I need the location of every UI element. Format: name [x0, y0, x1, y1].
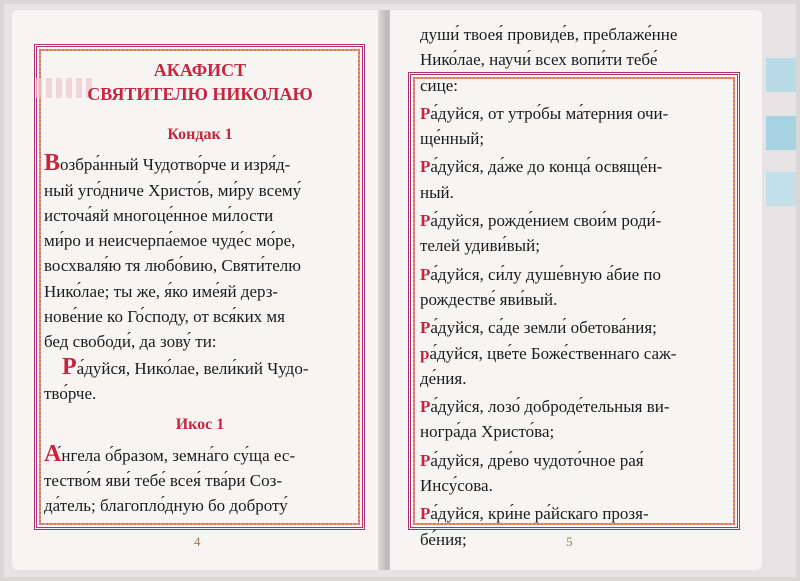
- right-page: [390, 10, 762, 570]
- drop-cap: Р: [62, 353, 77, 380]
- rejoice-item: Ра́дуйся, да́же до конца́ освяще́н- ный.: [420, 157, 663, 202]
- color-tab: [766, 116, 796, 150]
- drop-cap: Р: [420, 397, 431, 417]
- rejoice-item: Ра́дуйся, лозо́ доброде́тельныя ви- ногра́да Христо́ва;: [420, 397, 670, 442]
- left-page: [12, 10, 384, 570]
- kondak-heading: Кондак 1: [167, 126, 233, 143]
- drop-cap: Р: [420, 103, 431, 123]
- rejoice-item: Ра́дуйся, кри́не ра́йскаго прозя- бе́ния;: [420, 504, 649, 549]
- page-number-right: 5: [566, 534, 573, 549]
- rejoice-item: Ра́дуйся, дре́во чудото́чное рая́ Инсу́сова.: [420, 450, 644, 496]
- drop-cap: А: [44, 440, 62, 467]
- kondak-text: Возбра́нный Чудотво́рче и изря́д- ный уго́дниче Христо́в, ми́ру всему́ источа́яй многоце́нное ми́лости ми́ро и неисчерпа́емое чуде́с мо́ре, восхваля́ю тя любо́вию, Святи́телю Нико́лае; ты же, я́ко име́яй дерз- нове́ние ко Го́споду, от вся́ких мя бед свободи́, да зову́ ти:: [44, 150, 302, 352]
- rejoice-item: Ра́дуйся, от утро́бы ма́терния очи- ще́нный;: [420, 103, 669, 149]
- kondak-rejoice: Ра́дуйся, Нико́лае, вели́кий Чудо- тво́рче.: [44, 353, 309, 403]
- drop-cap: Р: [420, 264, 431, 284]
- page-number-left: 4: [194, 534, 201, 549]
- drop-cap: В: [44, 150, 61, 177]
- drop-cap: Р: [420, 504, 431, 524]
- drop-cap: Р: [420, 211, 431, 231]
- ikos-heading: Икос 1: [175, 416, 225, 434]
- rejoice-item: Ра́дуйся, рожде́нием свои́м роди́- телей удиви́вый;: [420, 211, 662, 256]
- akathist-title: АКАФИСТ СВЯТИТЕЛЮ НИКОЛАЮ: [87, 60, 313, 104]
- open-book: [4, 4, 796, 577]
- color-tab: [766, 58, 796, 92]
- drop-cap: р: [420, 343, 430, 363]
- rejoice-item: ра́дуйся, цве́те Боже́ственнаго саж- де́ния.: [420, 343, 677, 388]
- ikos-text: А́нгела о́бразом, земна́го су́ща ес- тество́м яви́ тебе́ всея́ тва́ри Соз- да́тель; благопло́дную бо доброту́: [44, 440, 296, 516]
- right-text-block: [420, 22, 734, 552]
- rejoice-item: Ра́дуйся, си́лу душе́вную а́бие по рождестве́ яви́вый.: [420, 264, 661, 309]
- drop-cap: Р: [420, 318, 431, 338]
- left-text-block: [44, 58, 356, 518]
- rejoice-item: Ра́дуйся, са́де земли́ обетова́ния;: [420, 318, 657, 338]
- drop-cap: Р: [420, 157, 431, 177]
- intro-text: души́ твоея́ провиде́в, преблаже́нне Нико́лае, научи́ всех вопи́ти тебе́ сице:: [420, 25, 678, 95]
- color-tab: [766, 172, 796, 206]
- drop-cap: Р: [420, 450, 431, 470]
